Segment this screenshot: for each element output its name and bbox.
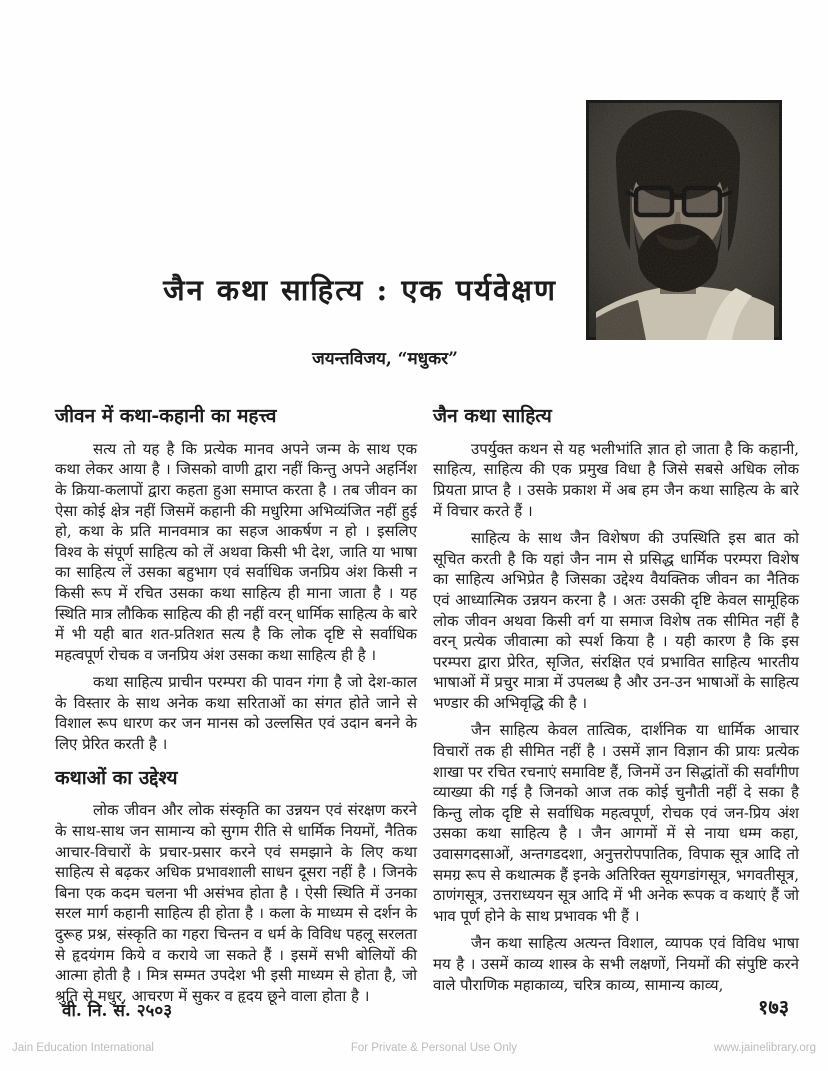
article-body	[55, 405, 799, 1013]
body-paragraph: जैन कथा साहित्य अत्यन्त विशाल, व्यापक एवं विविध भाषा मय है । उसमें काव्य शास्त्र के सभी लक्षणों, नियमों की संपुष्टि करने वाले पौराणिक महाकाव्य, चरित्र काव्य, सामान्य काव्य,	[433, 934, 799, 994]
section-heading-jain-katha-sahitya: जैन कथा साहित्य	[433, 405, 552, 427]
article-author: जयन्तविजय, “मधुकर”	[312, 349, 458, 369]
era-label: वी. नि. सं. २५०३	[62, 1001, 173, 1021]
right-column	[433, 405, 799, 1013]
scan-footer-url: www.jainelibrary.org	[713, 1042, 816, 1054]
body-paragraph: सत्य तो यह है कि प्रत्येक मानव अपने जन्म के साथ एक कथा लेकर आया है । जिसको वाणी द्वारा नहीं किन्तु अपने अहर्निश के क्रिया-कलापों द्वारा कहता हुआ समाप्त करता है । तब जीवन का ऐसा कोई क्षेत्र नहीं जिसमें कहानी की मधुरिमा अभिव्यंजित नहीं हुई हो, कथा के प्रति मानवमात्र का सहज आकर्षण न हो । इसलिए विश्व के संपूर्ण साहित्य को लें अथवा किसी भी देश, जाति या भाषा का साहित्य लें उसका बहुभाग एवं सर्वाधिक जनप्रिय अंश किसी न किसी रूप में रचित उसका कथा साहित्य ही माना जाता है । यह स्थिति मात्र लौकिक साहित्य की ही नहीं वरन् धार्मिक साहित्य के बारे में भी यही बात शत-प्रतिशत सत्य है कि लोक दृष्टि से सर्वाधिक महत्वपूर्ण रोचक व जनप्रिय अंश उसका कथा साहित्य ही है ।	[55, 439, 417, 664]
scan-footer-bar	[0, 1042, 828, 1054]
page-number: १७३	[758, 995, 790, 1019]
scan-footer-center: For Private & Personal Use Only	[350, 1042, 518, 1054]
left-column	[55, 405, 417, 1013]
section-heading-katha-kahani-mahatva: जीवन में कथा-कहानी का महत्त्व	[55, 405, 277, 427]
body-paragraph: साहित्य के साथ जैन विशेषण की उपस्थिति इस बात को सूचित करती है कि यहां जैन नाम से प्रसिद्ध धार्मिक परम्परा विशेष का साहित्य अभिप्रेत है जिसका उद्देश्य वैयक्तिक जीवन का नैतिक एवं आध्यात्मिक उन्नयन करना है । अतः उसकी दृष्टि केवल सामूहिक लोक जीवन अथवा किसी वर्ग या समाज विशेष तक सीमित नहीं है वरन् प्रत्येक जीवात्मा को स्पर्श किया है । यही कारण है कि इस परम्परा द्वारा प्रेरित, सृजित, संरक्षित एवं प्रभावित साहित्य भारतीय भाषाओं में प्रचुर मात्रा में उपलब्ध है और उन-उन भाषाओं के साहित्य भण्डार की अभिवृद्धि की है ।	[433, 529, 799, 712]
body-paragraph: कथा साहित्य प्राचीन परम्परा की पावन गंगा है जो देश-काल के विस्तार के साथ अनेक कथा सरिताओं का संगत होते जाने से विशाल रूप धारण कर जन मानस को उल्लसित एवं उदान बनने के लिए प्रेरित करती है ।	[55, 673, 417, 754]
body-paragraph: उपर्युक्त कथन से यह भलीभांति ज्ञात हो जाता है कि कहानी, साहित्य, साहित्य की एक प्रमुख विधा है जिसे सबसे अधिक लोक प्रियता प्राप्त है । उसके प्रकाश में अब हम जैन कथा साहित्य के बारे में विचार करते हैं ।	[433, 439, 799, 520]
body-paragraph: लोक जीवन और लोक संस्कृति का उन्नयन एवं संरक्षण करने के साथ-साथ जन सामान्य को सुगम रीति से धार्मिक नियमों, नैतिक आचार-विचारों के प्रचार-प्रसार करने एवं समझाने के लिए कथा साहित्य से बढ़कर अधिक प्रभावशाली साधन दूसरा नहीं है । जिनके बिना एक कदम चलना भी असंभव होता है । ऐसी स्थिति में उनका सरल मार्ग कहानी साहित्य ही होता है । कला के माध्यम से दर्शन के दुरूह प्रश्न, संस्कृति का गहरा चिन्तन व धर्म के विविध पहलू सरलता से हृदयंगम किये व कराये जा सकते हैं । इसमें सभी बोलियों की आत्मा होती है । मित्र सम्मत उपदेश भी इसी माध्यम से होता है, जो श्रुति से मधुर, आचरण में सुकर व हृदय छूने वाला होता है ।	[55, 801, 417, 1005]
section-heading-kathaon-ka-uddeshya: कथाओं का उद्देश्य	[55, 766, 178, 789]
author-portrait-photo	[586, 100, 782, 340]
body-paragraph: जैन साहित्य केवल तात्विक, दार्शनिक या धार्मिक आचार विचारों तक ही सीमित नहीं है । उसमें ज्ञान विज्ञान की प्रायः प्रत्येक शाखा पर रचित रचनाएं समाविष्ट हैं, जिनमें उन सिद्धांतों की सर्वांगीण व्याख्या की गई है जिनको आज तक कोई चुनौती नहीं दे सका है किन्तु लोक दृष्टि से सर्वाधिक महत्वपूर्ण, रोचक एवं जन-प्रिय अंश उसका कथा साहित्य है । जैन आगमों में से नाया धम्म कहा, उवासगदसाओं, अन्तगडदशा, अनुत्तरोपपातिक, विपाक सूत्र आदि तो समग्र रूप से कथात्मक हैं इनके अतिरिक्त सूयगडांगसूत्र, भगवतीसूत्र, ठाणंगसूत्र, उत्तराध्ययन सूत्र आदि में भी अनेक रूपक व कथाएं हैं जो भाव पूर्ण होने के साथ प्रभावक भी हैं ।	[433, 721, 799, 925]
scan-footer-left: Jain Education International	[12, 1042, 154, 1054]
article-title: जैन कथा साहित्य : एक पर्यवेक्षण	[163, 273, 557, 307]
portrait-illustration	[586, 100, 782, 340]
